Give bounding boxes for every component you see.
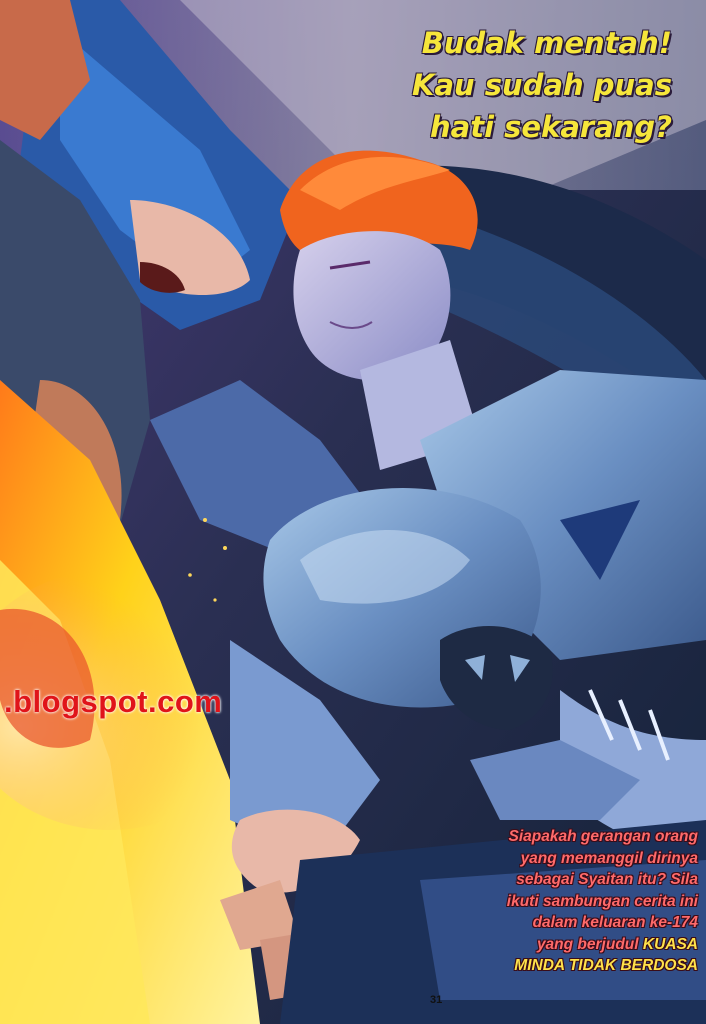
next-title-part2: MINDA TIDAK BERDOSA [514,957,698,974]
caption-line: Siapakah gerangan orang [508,828,698,845]
caption-line: yang memanggil dirinya [520,849,698,867]
caption-line: ikuti sambungan cerita ini [506,892,698,910]
next-title-part1: KUASA [642,935,698,953]
caption-line: dalam keluaran ke-174 [532,914,698,931]
speech-text [412,22,672,148]
page-number: 31 [430,994,443,1006]
caption-line [438,934,698,956]
speech-line: Budak mentah! [421,26,672,60]
speech-line: Kau sudah puas [412,68,672,102]
blog-watermark: .blogspot.com [4,684,223,719]
next-issue-caption [438,826,698,977]
speech-line: hati sekarang? [430,110,672,144]
caption-line: sebagai Syaitan itu? Sila [516,871,698,888]
caption-text: yang berjudul [536,935,639,953]
